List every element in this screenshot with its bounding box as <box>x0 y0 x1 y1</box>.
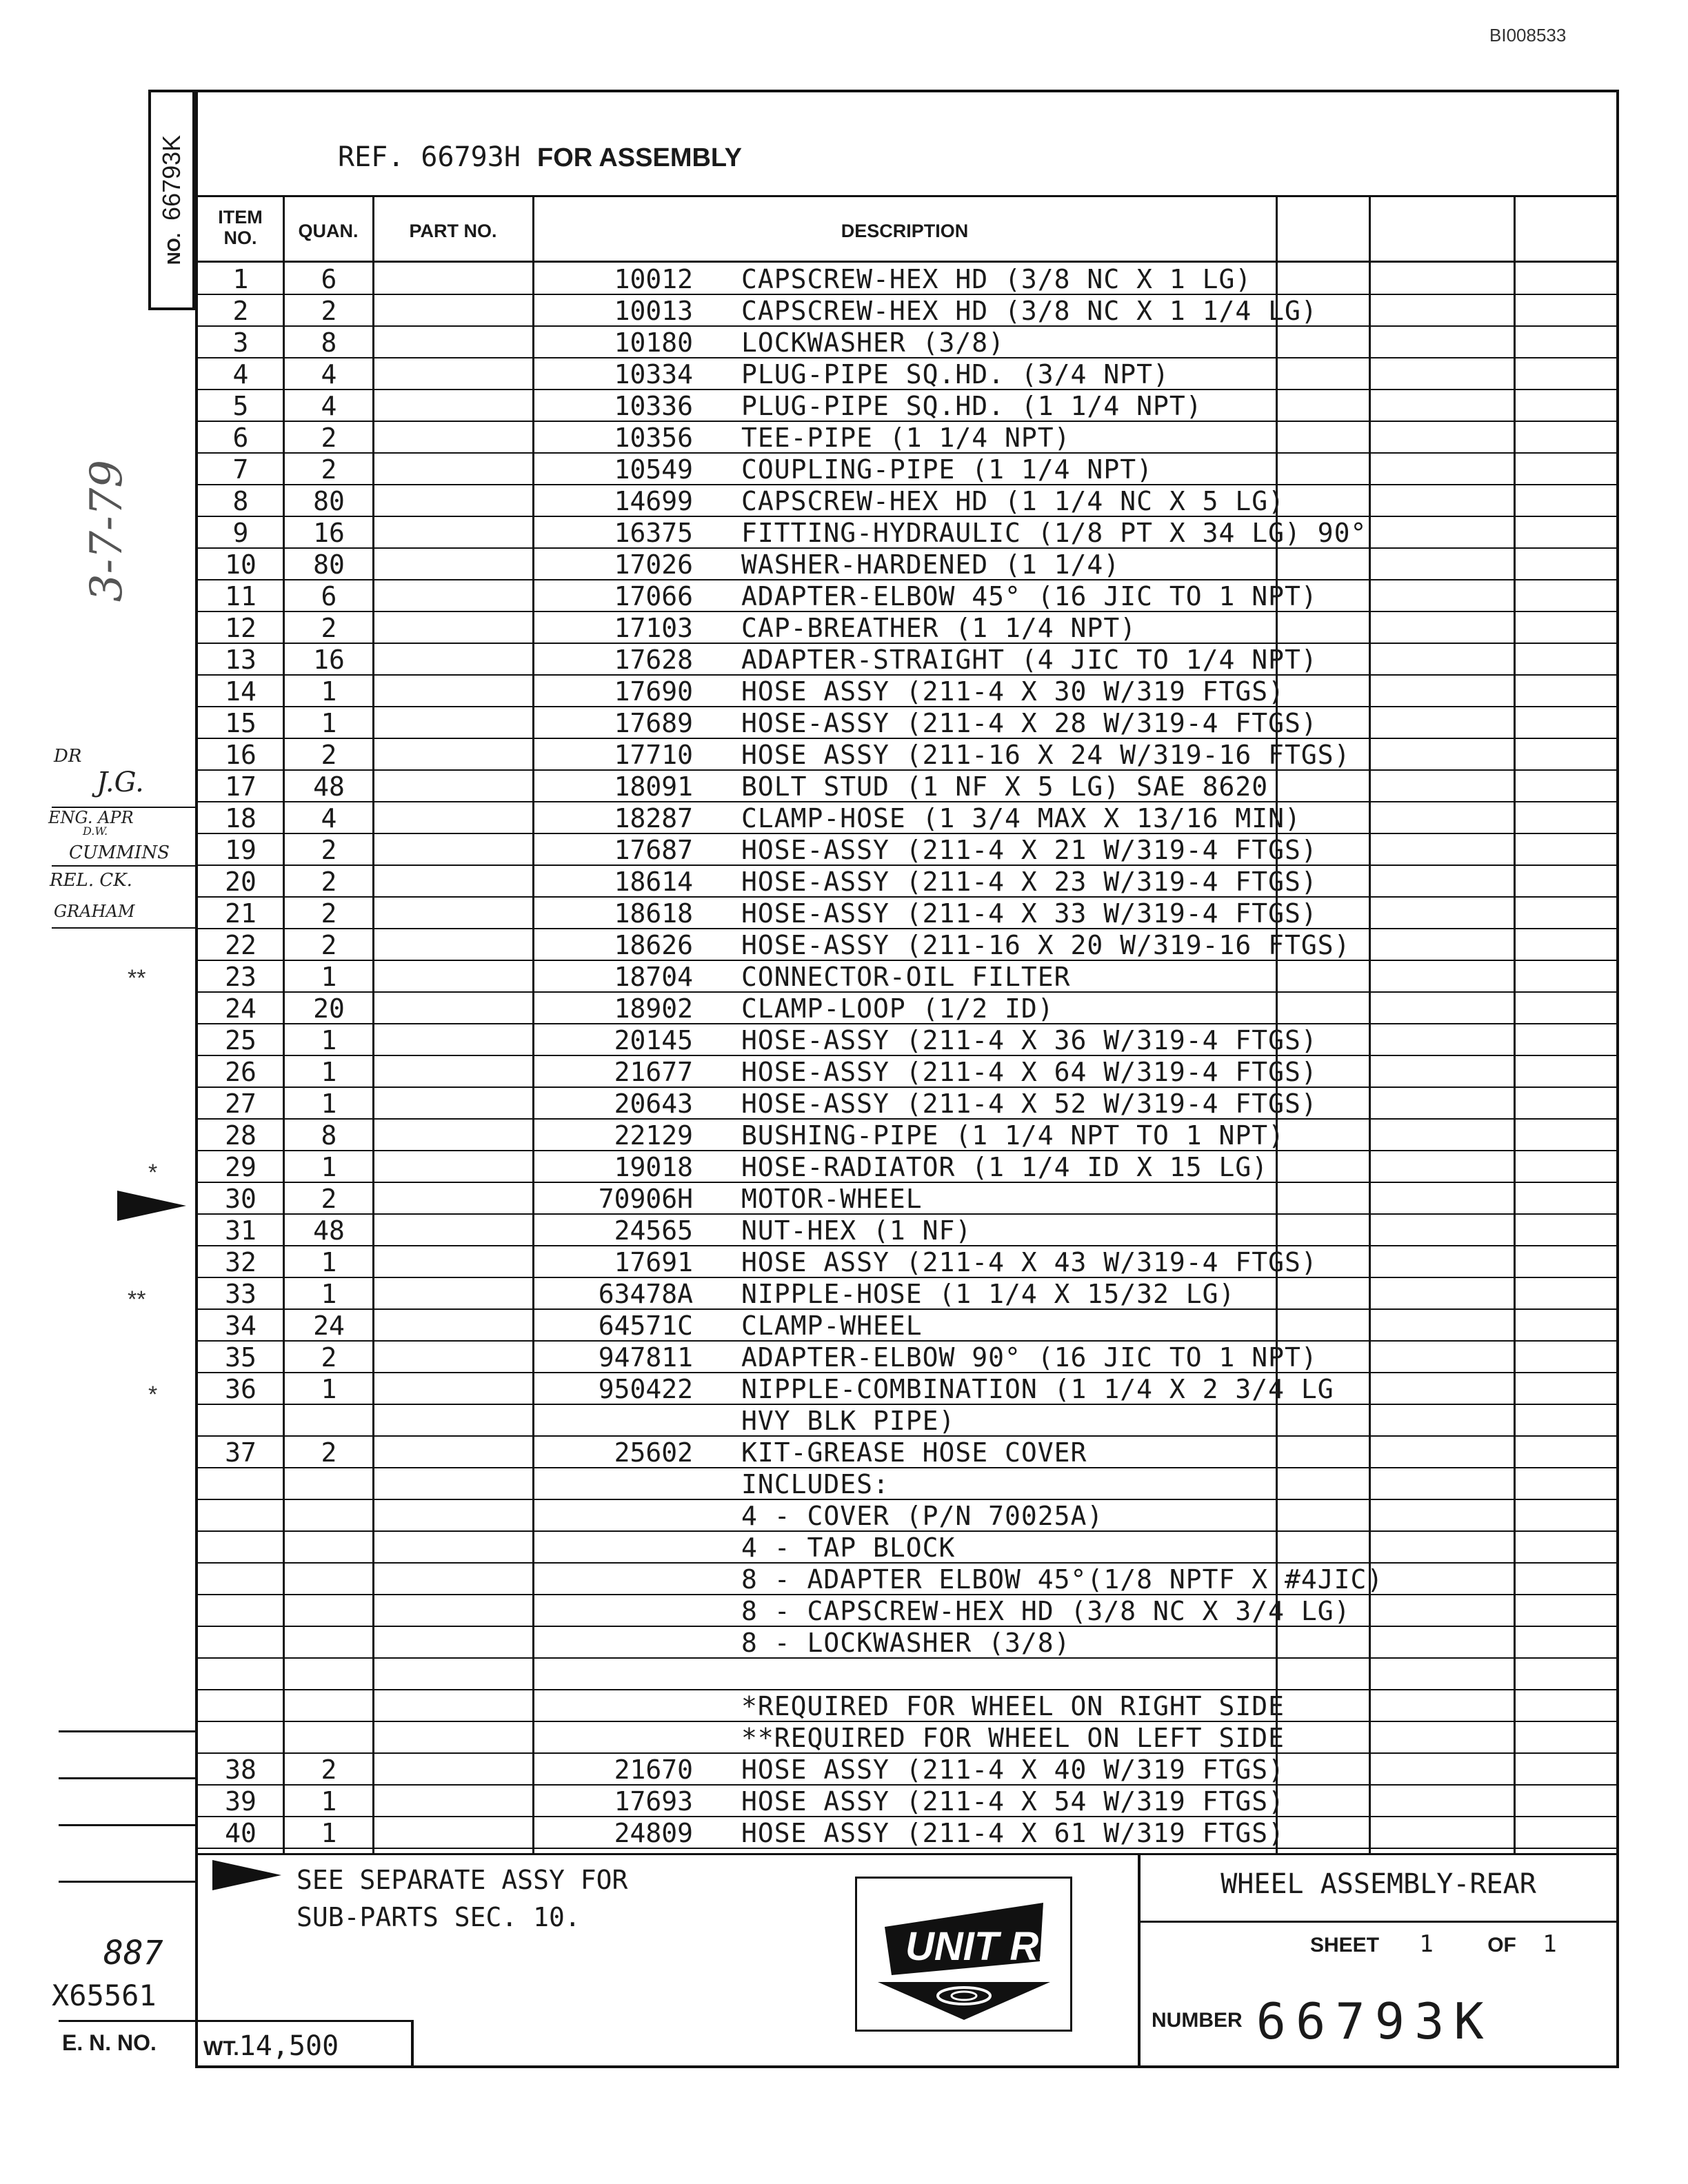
table-row <box>197 422 1617 454</box>
table-row <box>197 866 1617 898</box>
table-row <box>197 1690 1617 1722</box>
table-row <box>197 1722 1617 1754</box>
description-cell: PLUG-PIPE SQ.HD. (3/4 NPT) <box>741 359 1169 390</box>
item-cell: 30 <box>225 1184 257 1214</box>
description-cell: KIT-GREASE HOSE COVER <box>741 1437 1087 1468</box>
description-cell: PLUG-PIPE SQ.HD. (1 1/4 NPT) <box>741 391 1203 421</box>
part-number-cell: 18614 <box>614 867 693 897</box>
item-cell: 23 <box>225 962 257 992</box>
part-number-cell: 18091 <box>614 771 693 802</box>
item-cell: 2 <box>232 296 249 326</box>
description-cell: NUT-HEX (1 NF) <box>741 1215 972 1246</box>
item-cell: 38 <box>225 1755 257 1785</box>
description-cell: NIPPLE-COMBINATION (1 1/4 X 2 3/4 LG <box>741 1374 1334 1404</box>
item-cell <box>197 1627 285 1657</box>
description-cell: HOSE-ASSY (211-4 X 21 W/319-4 FTGS) <box>741 835 1318 865</box>
quan-cell <box>285 1690 373 1721</box>
quan-cell: 2 <box>321 835 337 865</box>
item-cell: 7 <box>232 454 249 485</box>
table-row <box>197 1500 1617 1532</box>
see-note-line1: SEE SEPARATE ASSY FOR <box>297 1865 628 1895</box>
quan-cell: 2 <box>321 1755 337 1785</box>
description-cell: HOSE-ASSY (211-4 X 33 W/319-4 FTGS) <box>741 898 1318 929</box>
part-number-cell: 16375 <box>614 518 693 548</box>
part-number-cell: 17687 <box>614 835 693 865</box>
table-row <box>197 1564 1617 1595</box>
quan-cell <box>285 1627 373 1657</box>
table-row <box>197 1310 1617 1342</box>
table-row <box>197 1215 1617 1246</box>
quan-cell: 20 <box>313 993 345 1024</box>
assembly-title: WHEEL ASSEMBLY-REAR <box>1220 1868 1536 1900</box>
description-cell: BUSHING-PIPE (1 1/4 NPT TO 1 NPT) <box>741 1120 1285 1151</box>
item-cell: 18 <box>225 803 257 833</box>
item-cell <box>197 1722 285 1752</box>
part-number-cell: 64571C <box>598 1311 693 1341</box>
part-number-cell: 18626 <box>614 930 693 960</box>
description-cell: CONNECTOR-OIL FILTER <box>741 962 1071 992</box>
description-cell: HOSE-ASSY (211-4 X 64 W/319-4 FTGS) <box>741 1057 1318 1087</box>
side-no-label: NO. <box>163 232 185 265</box>
part-number-cell: 950422 <box>598 1374 693 1404</box>
description-cell: HOSE ASSY (211-4 X 54 W/319 FTGS) <box>741 1786 1285 1817</box>
table-row <box>197 1468 1617 1500</box>
item-cell: 6 <box>232 423 249 453</box>
part-number-cell: 10013 <box>614 296 693 326</box>
item-cell: 19 <box>225 835 257 865</box>
item-cell: 39 <box>225 1786 257 1817</box>
item-cell <box>197 1468 285 1499</box>
side-number-label <box>148 90 195 310</box>
logo-text: UNIT RIG <box>905 1924 1070 1969</box>
margin-line <box>59 1777 197 1779</box>
part-number-cell: 18287 <box>614 803 693 833</box>
part-number-cell: 10356 <box>614 423 693 453</box>
item-cell <box>197 1690 285 1721</box>
description-cell: MOTOR-WHEEL <box>741 1184 923 1214</box>
title-divider <box>1138 1921 1619 1923</box>
item-cell: 11 <box>225 581 257 611</box>
description-cell: NIPPLE-HOSE (1 1/4 X 15/32 LG) <box>741 1279 1236 1309</box>
description-cell: HOSE-ASSY (211-16 X 20 W/319-16 FTGS) <box>741 930 1351 960</box>
quan-cell: 1 <box>321 1818 337 1848</box>
table-row <box>197 1595 1617 1627</box>
table-row <box>197 549 1617 580</box>
reference-for: FOR ASSEMBLY <box>537 143 743 172</box>
item-cell: 34 <box>225 1311 257 1341</box>
date-note-text: 3-7-79 <box>81 459 132 603</box>
item-cell: 32 <box>225 1247 257 1277</box>
item-cell: 25 <box>225 1025 257 1055</box>
quan-cell: 48 <box>313 771 345 802</box>
margin-line <box>59 1881 197 1883</box>
table-row <box>197 1437 1617 1468</box>
quan-cell: 2 <box>321 867 337 897</box>
item-cell: 16 <box>225 740 257 770</box>
description-cell: CLAMP-LOOP (1/2 ID) <box>741 993 1054 1024</box>
description-cell: 8 - CAPSCREW-HEX HD (3/8 NC X 3/4 LG) <box>741 1596 1351 1626</box>
quan-cell: 1 <box>321 1279 337 1309</box>
table-row <box>197 1088 1617 1120</box>
row-mark: ** <box>128 1286 146 1313</box>
table-row <box>197 1405 1617 1437</box>
header-quan: QUAN. <box>298 221 359 241</box>
table-row <box>197 1373 1617 1405</box>
table-row <box>197 517 1617 549</box>
description-cell: CAPSCREW-HEX HD (3/8 NC X 1 1/4 LG) <box>741 296 1318 326</box>
arrow-marker-icon <box>117 1191 186 1221</box>
part-number-cell: 10180 <box>614 327 693 358</box>
description-cell: 4 - TAP BLOCK <box>741 1533 956 1563</box>
quan-cell <box>285 1564 373 1594</box>
item-cell: 13 <box>225 645 257 675</box>
side-number: 66793K <box>157 134 186 221</box>
quan-cell: 2 <box>321 1342 337 1373</box>
table-row <box>197 644 1617 676</box>
part-number-cell: 24809 <box>614 1818 693 1848</box>
description-cell: HOSE ASSY (211-4 X 43 W/319-4 FTGS) <box>741 1247 1318 1277</box>
quan-cell <box>285 1595 373 1626</box>
quan-cell: 2 <box>321 898 337 929</box>
item-cell: 24 <box>225 993 257 1024</box>
item-cell: 35 <box>225 1342 257 1373</box>
part-number-cell: 24565 <box>614 1215 693 1246</box>
approval-rel: REL. CK. <box>50 870 132 891</box>
unit-rig-logo <box>855 1877 1072 2032</box>
part-number-cell: 21670 <box>614 1755 693 1785</box>
description-cell: ADAPTER-STRAIGHT (4 JIC TO 1/4 NPT) <box>741 645 1318 675</box>
part-number-cell: 20145 <box>614 1025 693 1055</box>
weight-label: WT. <box>203 2037 239 2060</box>
quan-cell: 4 <box>321 391 337 421</box>
part-number-cell: 17690 <box>614 676 693 707</box>
description-cell: HOSE-ASSY (211-4 X 52 W/319-4 FTGS) <box>741 1089 1318 1119</box>
quan-cell: 80 <box>313 549 345 580</box>
description-cell: CAP-BREATHER (1 1/4 NPT) <box>741 613 1137 643</box>
quan-cell <box>285 1659 373 1689</box>
quan-cell: 24 <box>313 1311 345 1341</box>
table-row <box>197 1183 1617 1215</box>
sheet-number: 1 <box>1419 1930 1434 1958</box>
table-row <box>197 739 1617 771</box>
quan-cell <box>285 1722 373 1752</box>
description-cell: CLAMP-HOSE (1 3/4 MAX X 13/16 MIN) <box>741 803 1301 833</box>
of-label: OF <box>1487 1934 1516 1957</box>
item-cell: 1 <box>232 264 249 294</box>
table-row <box>197 390 1617 422</box>
item-cell: 20 <box>225 867 257 897</box>
part-number-cell: 25602 <box>614 1437 693 1468</box>
table-row <box>197 676 1617 707</box>
table-row <box>197 454 1617 485</box>
table-row <box>197 929 1617 961</box>
quan-cell: 2 <box>321 296 337 326</box>
quan-cell: 1 <box>321 1152 337 1182</box>
date-note <box>66 427 148 634</box>
quan-cell: 1 <box>321 1786 337 1817</box>
part-number-cell: 17693 <box>614 1786 693 1817</box>
en-label: E. N. NO. <box>62 2030 157 2055</box>
part-number-cell: 17628 <box>614 645 693 675</box>
sheet-info <box>1310 1930 1557 1958</box>
document-id: BI008533 <box>1489 25 1567 46</box>
description-cell: ADAPTER-ELBOW 90° (16 JIC TO 1 NPT) <box>741 1342 1318 1373</box>
quan-cell: 8 <box>321 327 337 358</box>
en-value-x: X65561 <box>52 1979 157 2012</box>
description-cell: CAPSCREW-HEX HD (3/8 NC X 1 LG) <box>741 264 1252 294</box>
table-row <box>197 1754 1617 1786</box>
table-row <box>197 961 1617 993</box>
quan-cell: 48 <box>313 1215 345 1246</box>
quan-cell: 2 <box>321 930 337 960</box>
table-row <box>197 327 1617 358</box>
description-cell <box>541 1659 1610 1689</box>
part-number-cell: 22129 <box>614 1120 693 1151</box>
part-number-cell: 947811 <box>598 1342 693 1373</box>
part-number-cell: 17710 <box>614 740 693 770</box>
header-description: DESCRIPTION <box>841 221 969 241</box>
quan-cell: 1 <box>321 962 337 992</box>
table-row <box>197 834 1617 866</box>
description-cell: WASHER-HARDENED (1 1/4) <box>741 549 1121 580</box>
table-row <box>197 612 1617 644</box>
approval-rel-sign: GRAHAM <box>54 902 135 921</box>
quan-cell: 6 <box>321 581 337 611</box>
approval-divider <box>52 927 195 929</box>
table-row <box>197 1246 1617 1278</box>
table-row <box>197 1659 1617 1690</box>
row-mark: * <box>148 1382 158 1408</box>
weight-value: 14,500 <box>239 2030 339 2062</box>
header-divider <box>197 261 1617 263</box>
margin-line <box>59 1730 197 1732</box>
quan-cell: 6 <box>321 264 337 294</box>
description-cell: *REQUIRED FOR WHEEL ON RIGHT SIDE <box>741 1691 1285 1721</box>
item-cell: 22 <box>225 930 257 960</box>
table-row <box>197 1120 1617 1151</box>
part-number-cell: 10549 <box>614 454 693 485</box>
description-cell: **REQUIRED FOR WHEEL ON LEFT SIDE <box>741 1723 1285 1753</box>
item-cell <box>197 1405 285 1435</box>
table-row <box>197 1627 1617 1659</box>
item-cell: 37 <box>225 1437 257 1468</box>
item-cell <box>197 1532 285 1562</box>
approval-divider <box>52 865 195 867</box>
item-cell: 4 <box>232 359 249 390</box>
item-cell: 33 <box>225 1279 257 1309</box>
weight <box>203 2030 339 2062</box>
quan-cell: 1 <box>321 1089 337 1119</box>
part-number-cell: 70906H <box>598 1184 693 1214</box>
description-cell: LOCKWASHER (3/8) <box>741 327 1005 358</box>
item-cell: 10 <box>225 549 257 580</box>
part-number-cell: 10334 <box>614 359 693 390</box>
quan-cell: 2 <box>321 613 337 643</box>
description-cell: HOSE ASSY (211-4 X 40 W/319 FTGS) <box>741 1755 1285 1785</box>
part-number-cell: 21677 <box>614 1057 693 1087</box>
item-cell <box>197 1659 285 1689</box>
table-row <box>197 1278 1617 1310</box>
part-number-cell: 18902 <box>614 993 693 1024</box>
item-cell: 26 <box>225 1057 257 1087</box>
description-cell: CAPSCREW-HEX HD (1 1/4 NC X 5 LG) <box>741 486 1285 516</box>
table-row <box>197 1532 1617 1564</box>
item-cell: 36 <box>225 1374 257 1404</box>
table-row <box>197 1786 1617 1817</box>
approval-eng: ENG. APR <box>48 808 134 827</box>
item-cell: 29 <box>225 1152 257 1182</box>
quan-cell: 1 <box>321 708 337 738</box>
item-cell <box>197 1500 285 1530</box>
item-cell: 8 <box>232 486 249 516</box>
quan-cell: 2 <box>321 740 337 770</box>
table-row <box>197 263 1617 295</box>
table-row <box>197 580 1617 612</box>
quan-cell <box>285 1500 373 1530</box>
item-cell: 28 <box>225 1120 257 1151</box>
quan-cell: 4 <box>321 359 337 390</box>
sheet-label: SHEET <box>1310 1934 1380 1957</box>
part-number-cell: 14699 <box>614 486 693 516</box>
quan-cell: 2 <box>321 1184 337 1214</box>
quan-cell: 1 <box>321 1247 337 1277</box>
part-number-cell: 19018 <box>614 1152 693 1182</box>
arrow-marker-icon <box>212 1860 281 1890</box>
see-note-line2: SUB-PARTS SEC. 10. <box>297 1902 581 1932</box>
part-number-cell: 17689 <box>614 708 693 738</box>
item-cell: 17 <box>225 771 257 802</box>
approval-dr-sign: J.G. <box>97 767 144 798</box>
quan-cell: 16 <box>313 518 345 548</box>
row-mark: ** <box>128 965 146 991</box>
quan-cell: 4 <box>321 803 337 833</box>
quan-cell: 16 <box>313 645 345 675</box>
table-row <box>197 295 1617 327</box>
description-cell: HVY BLK PIPE) <box>741 1406 956 1436</box>
part-number-cell: 17026 <box>614 549 693 580</box>
quan-cell: 1 <box>321 1025 337 1055</box>
quan-cell: 1 <box>321 676 337 707</box>
part-number-cell: 10336 <box>614 391 693 421</box>
table-row <box>197 993 1617 1024</box>
description-cell: 8 - ADAPTER ELBOW 45°(1/8 NPTF X #4JIC) <box>741 1564 1384 1595</box>
item-cell: 21 <box>225 898 257 929</box>
quan-cell: 80 <box>313 486 345 516</box>
part-number-cell: 17066 <box>614 581 693 611</box>
item-cell: 9 <box>232 518 249 548</box>
item-cell: 14 <box>225 676 257 707</box>
description-cell: HOSE-ASSY (211-4 X 23 W/319-4 FTGS) <box>741 867 1318 897</box>
description-cell: ADAPTER-ELBOW 45° (16 JIC TO 1 NPT) <box>741 581 1318 611</box>
table-row <box>197 1056 1617 1088</box>
drawing-number <box>1152 1992 1494 2050</box>
quan-cell: 2 <box>321 454 337 485</box>
quan-cell: 2 <box>321 1437 337 1468</box>
header-item: ITEM NO. <box>218 207 263 248</box>
description-cell: TEE-PIPE (1 1/4 NPT) <box>741 423 1071 453</box>
header-part: PART NO. <box>409 221 497 241</box>
description-cell: INCLUDES: <box>741 1469 890 1499</box>
table-row <box>197 771 1617 802</box>
unit-rig-logo-icon <box>857 1879 1070 2030</box>
number-value: 66793K <box>1256 1992 1494 2050</box>
table-row <box>197 802 1617 834</box>
description-cell: HOSE-ASSY (211-4 X 28 W/319-4 FTGS) <box>741 708 1318 738</box>
see-separate-note <box>297 1861 627 1936</box>
quan-cell: 1 <box>321 1057 337 1087</box>
item-cell: 15 <box>225 708 257 738</box>
part-number-cell: 18704 <box>614 962 693 992</box>
quan-cell <box>285 1532 373 1562</box>
quan-cell <box>285 1405 373 1435</box>
table-row <box>197 707 1617 739</box>
part-number-cell: 18618 <box>614 898 693 929</box>
part-number-cell: 10012 <box>614 264 693 294</box>
item-cell: 27 <box>225 1089 257 1119</box>
description-cell: FITTING-HYDRAULIC (1/8 PT X 34 LG) 90° <box>741 518 1367 548</box>
ref-divider <box>197 195 1617 197</box>
quan-cell <box>285 1468 373 1499</box>
description-cell: HOSE ASSY (211-4 X 30 W/319 FTGS) <box>741 676 1285 707</box>
item-cell: 31 <box>225 1215 257 1246</box>
description-cell: HOSE ASSY (211-16 X 24 W/319-16 FTGS) <box>741 740 1351 770</box>
part-number-cell: 20643 <box>614 1089 693 1119</box>
item-cell <box>197 1595 285 1626</box>
part-number-cell: 63478A <box>598 1279 693 1309</box>
item-cell <box>197 1564 285 1594</box>
part-number-cell: 17691 <box>614 1247 693 1277</box>
table-row <box>197 898 1617 929</box>
item-cell: 12 <box>225 613 257 643</box>
approval-divider <box>52 807 195 808</box>
reference-line <box>338 141 742 173</box>
quan-cell: 2 <box>321 423 337 453</box>
table-row <box>197 1151 1617 1183</box>
description-cell: HOSE-ASSY (211-4 X 36 W/319-4 FTGS) <box>741 1025 1318 1055</box>
quan-cell: 8 <box>321 1120 337 1151</box>
table-row <box>197 1024 1617 1056</box>
item-cell: 3 <box>232 327 249 358</box>
quan-cell: 1 <box>321 1374 337 1404</box>
approval-dr: DR <box>54 746 82 767</box>
en-value-887: 887 <box>103 1934 163 1972</box>
table-row <box>197 485 1617 517</box>
approval-eng-initials: D.W. <box>83 825 108 838</box>
description-cell: COUPLING-PIPE (1 1/4 NPT) <box>741 454 1153 485</box>
part-number-cell: 17103 <box>614 613 693 643</box>
description-cell: 4 - COVER (P/N 70025A) <box>741 1501 1104 1531</box>
description-cell: 8 - LOCKWASHER (3/8) <box>741 1628 1071 1658</box>
description-cell: HOSE ASSY (211-4 X 61 W/319 FTGS) <box>741 1818 1285 1848</box>
description-cell: CLAMP-WHEEL <box>741 1311 923 1341</box>
description-cell: HOSE-RADIATOR (1 1/4 ID X 15 LG) <box>741 1152 1269 1182</box>
description-cell: BOLT STUD (1 NF X 5 LG) SAE 8620 <box>741 771 1269 802</box>
approval-eng-sign: CUMMINS <box>69 842 170 863</box>
item-cell: 40 <box>225 1818 257 1848</box>
row-mark: * <box>148 1160 158 1186</box>
number-label: NUMBER <box>1152 2008 1243 2032</box>
of-number: 1 <box>1543 1930 1557 1958</box>
reference-number: REF. 66793H <box>338 141 521 173</box>
table-row <box>197 1817 1617 1849</box>
table-row <box>197 1342 1617 1373</box>
item-cell: 5 <box>232 391 249 421</box>
table-row <box>197 358 1617 390</box>
margin-line <box>59 1824 197 1826</box>
